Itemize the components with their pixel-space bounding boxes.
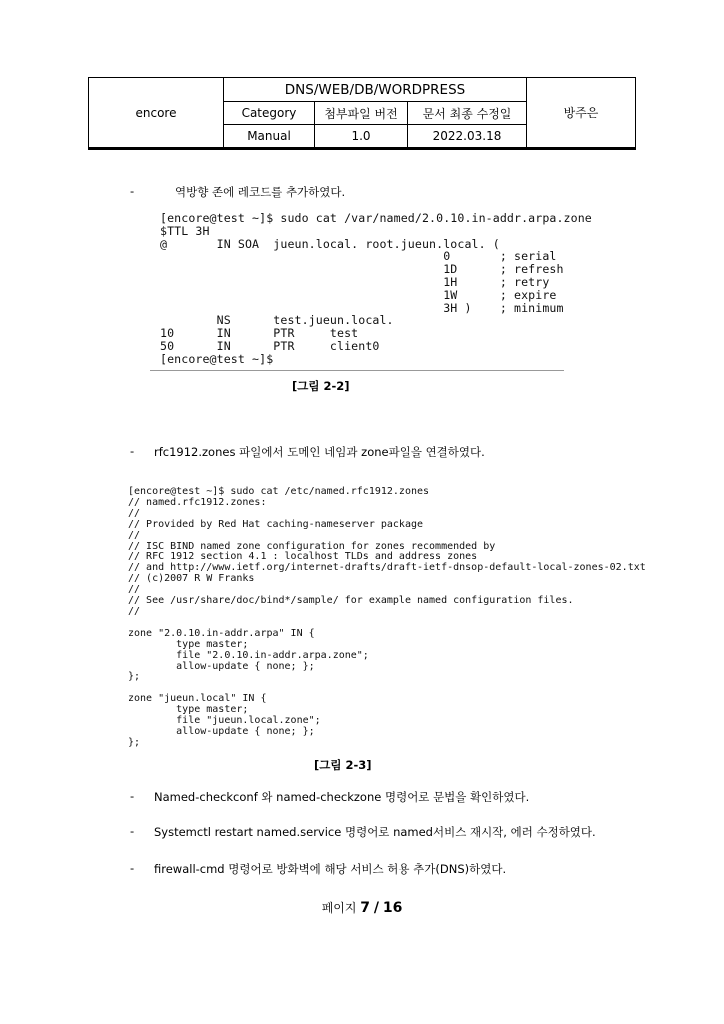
modified-date-value: 2022.03.18 bbox=[408, 125, 527, 148]
code-divider bbox=[150, 370, 564, 371]
company-name: encore bbox=[89, 78, 224, 148]
current-page: 7 bbox=[360, 900, 371, 916]
page-separator: / bbox=[373, 900, 379, 916]
bullet-dash: - bbox=[130, 824, 135, 838]
document-header-table bbox=[88, 77, 636, 148]
author-name: 방주은 bbox=[527, 78, 636, 148]
bullet-dash: - bbox=[130, 789, 135, 803]
version-value: 1.0 bbox=[315, 125, 408, 148]
bullet-text: Systemctl restart named.service 명령어로 named서비스 재시작, 에러 수정하였다. bbox=[154, 825, 596, 839]
bullet-text: rfc1912.zones 파일에서 도메인 네임과 zone파일을 연결하였다. bbox=[154, 445, 485, 459]
page-footer bbox=[0, 899, 724, 916]
version-header: 첨부파일 버전 bbox=[315, 102, 408, 125]
document-title: DNS/WEB/DB/WORDPRESS bbox=[224, 78, 527, 102]
figure-caption-2-2: [그림 2-2] bbox=[292, 379, 350, 393]
total-pages: 16 bbox=[382, 900, 403, 916]
rfc1912-zones-code-block: [encore@test ~]$ sudo cat /etc/named.rfc1912.zones // named.rfc1912.zones: // // Provided by Red Hat caching-nameserver package // // ISC BIND named zone configuration for zones recommended by // RFC 1912 section 4.1 : localhost TLDs and address zones // and http://www.ietf.org/internet-drafts/draft-ietf-dnsop-default-local-zones-02.txt // (c)2007 R W Franks // // See /usr/share/doc/bind*/sample/ for example named configuration files. // zone "2.0.10.in-addr.arpa" IN { type master; file "2.0.10.in-addr.arpa.zone"; allow-update { none; }; }; zone "jueun.local" IN { type master; file "jueun.local.zone"; allow-update { none; }; }; bbox=[128, 486, 646, 748]
category-header: Category bbox=[224, 102, 315, 125]
bullet-dash: - bbox=[130, 184, 135, 198]
header-divider bbox=[88, 147, 636, 150]
bullet-text: Named-checkconf 와 named-checkzone 명령어로 문법을 확인하였다. bbox=[154, 790, 530, 804]
figure-caption-2-3: [그림 2-3] bbox=[314, 758, 372, 772]
bullet-text: firewall-cmd 명령어로 방화벽에 해당 서비스 허용 추가(DNS)하였다. bbox=[154, 862, 507, 876]
bullet-text: 역방향 존에 레코드를 추가하였다. bbox=[175, 185, 346, 199]
zone-file-code-block: [encore@test ~]$ sudo cat /var/named/2.0.10.in-addr.arpa.zone $TTL 3H @ IN SOA jueun.local. root.jueun.local. ( 0 ; serial 1D ; refresh 1H ; retry 1W ; expire 3H ) ; minimum NS test.jueun.local. 10 IN PTR test 50 IN PTR client0 [encore@test ~]$ bbox=[160, 211, 592, 366]
category-value: Manual bbox=[224, 125, 315, 148]
bullet-dash: - bbox=[130, 444, 135, 458]
modified-date-header: 문서 최종 수정일 bbox=[408, 102, 527, 125]
bullet-dash: - bbox=[130, 861, 135, 875]
page-label: 페이지 bbox=[321, 901, 357, 915]
